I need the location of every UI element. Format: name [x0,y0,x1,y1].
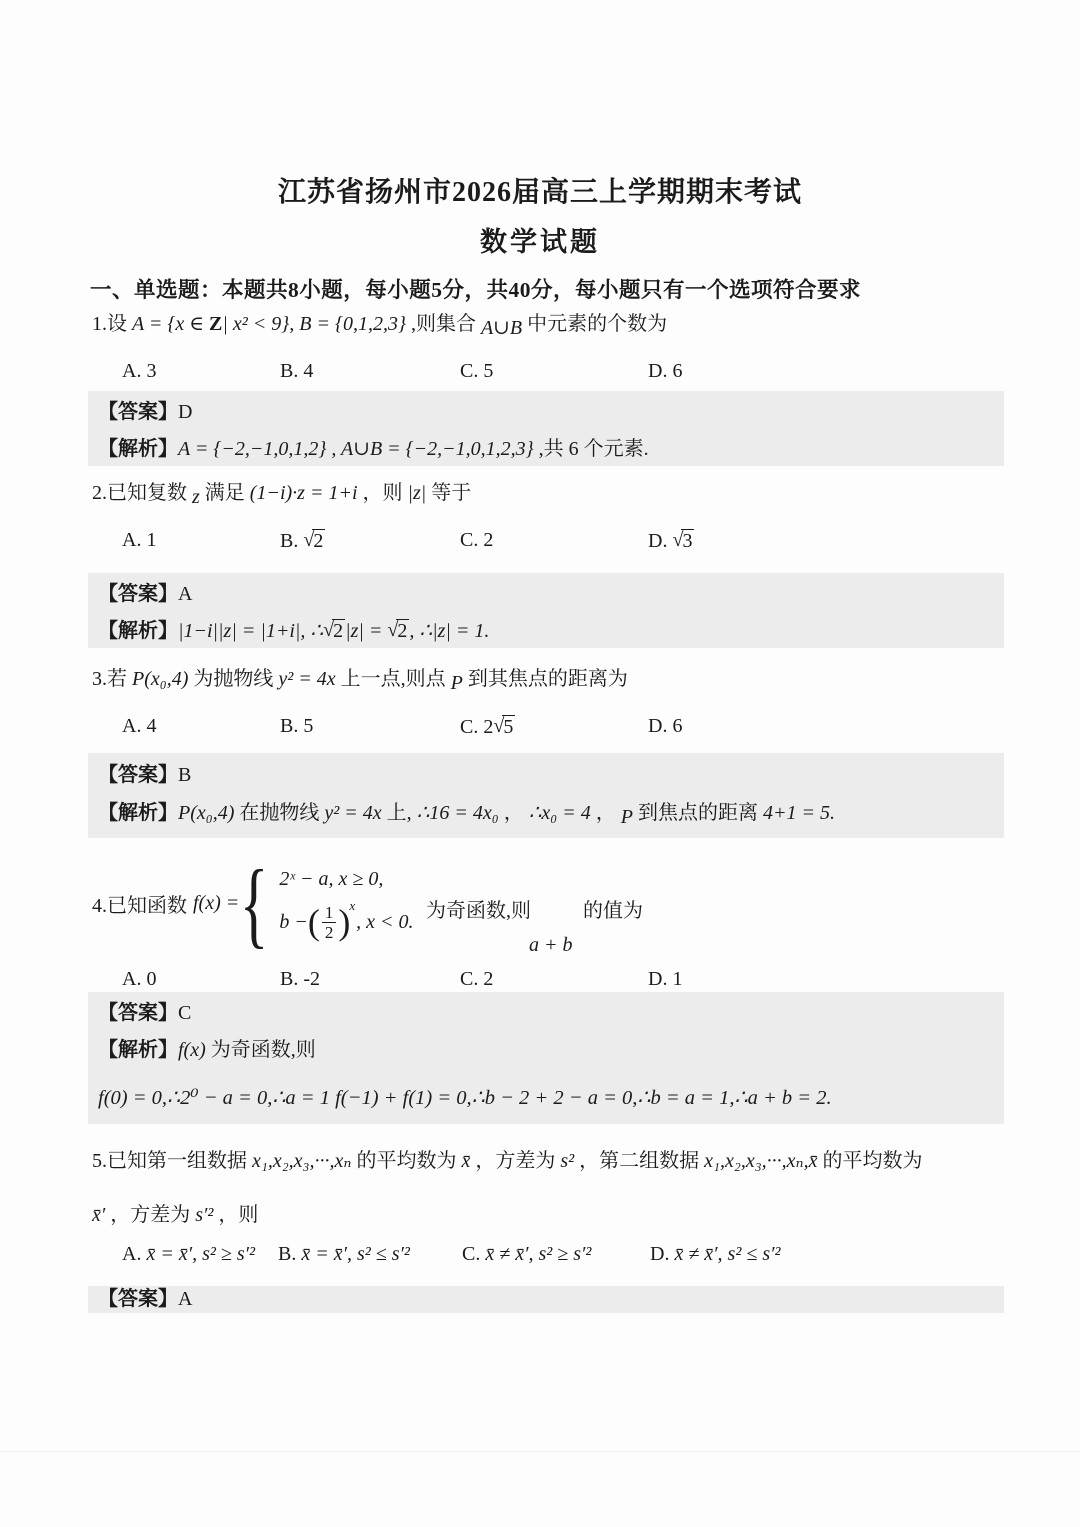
answer-label: 【答案】 [98,764,178,786]
q5-option-a: A. x̄ = x̄′, s² ≥ s′² [122,1243,255,1265]
radical-icon: √ [323,619,335,641]
sqrt-2: √2 [387,620,409,642]
q2-answer-line [98,580,994,609]
piecewise-brace: { [240,849,269,957]
q5-option-d: D. x̄ ≠ x̄′, s² ≤ s′² [650,1243,781,1265]
question-5-stem-line-2: x̄′ ，方差为 s′² ，则 [92,1204,259,1226]
question-1-stem: 1.设 A = {x ∈ Z| x² < 9}, B = {0,1,2,3} ,则集合 A∪B 中元素的个数为 [92,313,668,339]
q2-analysis-line: 【解析】|1−i||z| = |1+i|, ∴√2 |z| = √2 , ∴|z| = 1. [98,617,994,646]
exponent-x: x [349,898,356,913]
q4-answer-value: C [178,1002,192,1024]
q4-option-a: A. 0 [122,968,157,990]
radical-icon: √ [387,619,399,641]
question-1-options [0,360,1080,390]
q4-analysis-line-2: f(0) = 0,∴2⁰ − a = 0,∴a = 1 f(−1) + f(1) = 0,∴b − 2 + 2 − a = 0,∴b = a = 1,∴a + b = 2. [98,1087,832,1109]
q1-stem-text: 1.设 [92,313,132,335]
q5-option-c: C. x̄ ≠ x̄′, s² ≥ s′² [462,1243,592,1265]
q4-function-definition: 4.已知函数 f(x) = { 2ˣ − a, x ≥ 0, b − ( $\frac{1}{2}$ ) x , x < 0. [92,849,414,957]
answer-label: 【答案】 [98,1288,178,1310]
q3-answer-value: B [178,764,192,786]
analysis-label: 【解析】 [98,1039,178,1061]
radical-icon: √ [493,715,505,737]
analysis-label: 【解析】 [98,438,178,460]
right-paren: ) [338,902,351,942]
q2-option-c: C. 2 [460,529,494,551]
q4-stem-tail: 的值为 [583,900,643,922]
radical-icon: √ [303,529,315,551]
q3-analysis-line: 【解析】P(x₀,4) 在抛物线 y² = 4x 上, ∴16 = 4x₀ ， ∴x₀ = 4 ， P 到焦点的距离 4+1 = 5. [98,802,835,828]
answer-label: 【答案】 [98,401,178,423]
q4-answer-line [98,999,994,1028]
question-2-stem: 2.已知复数 z 满足 (1−i)·z = 1+i ，则 |z| 等于 [92,482,472,508]
question-5-options [0,1243,1080,1273]
q1-option-b: B. 4 [280,360,314,382]
piecewise-cases [279,867,413,941]
q3-answer-line [98,761,994,790]
case-1: 2ˣ − a, x ≥ 0, [279,867,384,890]
question-3-stem: 3.若 P(x₀,4) 为抛物线 y² = 4x 上一点,则点 P 到其焦点的距离为 [92,668,628,694]
answer-label: 【答案】 [98,1002,178,1024]
q3-option-d: D. 6 [648,715,683,737]
q5-answer-value: A [178,1288,193,1310]
q4-a-plus-b: a + b [529,934,573,956]
q3-option-c: C. 2√5 [460,715,514,738]
q1-answer-line [98,398,994,427]
sqrt-3: √3 [672,529,693,552]
q2-answer-block [88,573,1004,648]
q5-answer-line [98,1286,994,1313]
analysis-label: 【解析】 [98,620,178,642]
question-2-options [0,529,1080,559]
sqrt-5: √5 [493,715,514,738]
q4-option-b: B. -2 [280,968,320,990]
q4-option-d: D. 1 [648,968,683,990]
q4-stem-mid: 为奇函数,则 [426,900,531,922]
sqrt-2: √2 [323,620,345,642]
q5-option-b: B. x̄ = x̄′, s² ≤ s′² [278,1243,410,1265]
q3-option-a: A. 4 [122,715,157,737]
q1-analysis-line: 【解析】A = {−2,−1,0,1,2} , A∪B = {−2,−1,0,1,2,3} ,共 6 个元素. [98,438,649,460]
integer-set-symbol: Z [209,313,223,335]
analysis-label: 【解析】 [98,802,178,824]
q3-answer-block [88,753,1004,838]
q3-option-b: B. 5 [280,715,314,737]
q1-option-d: D. 6 [648,360,683,382]
q1-option-c: C. 5 [460,360,494,382]
question-3-options [0,715,1080,745]
q2-option-a: A. 1 [122,529,157,551]
q5-answer-block [88,1286,1004,1313]
q2-answer-value: A [178,583,193,605]
q2-option-b: B. √2 [280,529,324,552]
q1-answer-value: D [178,401,193,423]
page-title: 江苏省扬州市2026届高三上学期期末考试 [277,177,802,208]
section-header: 一、单选题：本题共8小题，每小题5分，共40分，每小题只有一个选项符合要求 [90,278,862,302]
one-half-fraction: $\frac{1}{2}$ [320,904,339,941]
q4-option-c: C. 2 [460,968,494,990]
question-5-stem-line-1: 5.已知第一组数据 x₁,x₂,x₃,···,xₙ 的平均数为 x̄ ，方差为 s² ，第二组数据 x₁,x₂,x₃,···,xₙ,x̄ 的平均数为 [92,1150,923,1172]
question-4-stem [92,846,972,964]
q1-option-a: A. 3 [122,360,157,382]
answer-label: 【答案】 [98,583,178,605]
page-subtitle: 数学试题 [480,227,600,257]
q4-analysis-line-1: 【解析】f(x) 为奇函数,则 [98,1039,316,1061]
q1-answer-block [88,391,1004,466]
radical-icon: √ [672,529,684,551]
q2-option-d: D. √3 [648,529,693,552]
q4-answer-block [88,992,1004,1124]
sqrt-2: √2 [303,529,324,552]
scan-artifact-divider [0,1451,1080,1452]
left-paren: ( [307,902,320,942]
case-2: b − ( $\frac{1}{2}$ ) x , x < 0. [279,904,413,941]
